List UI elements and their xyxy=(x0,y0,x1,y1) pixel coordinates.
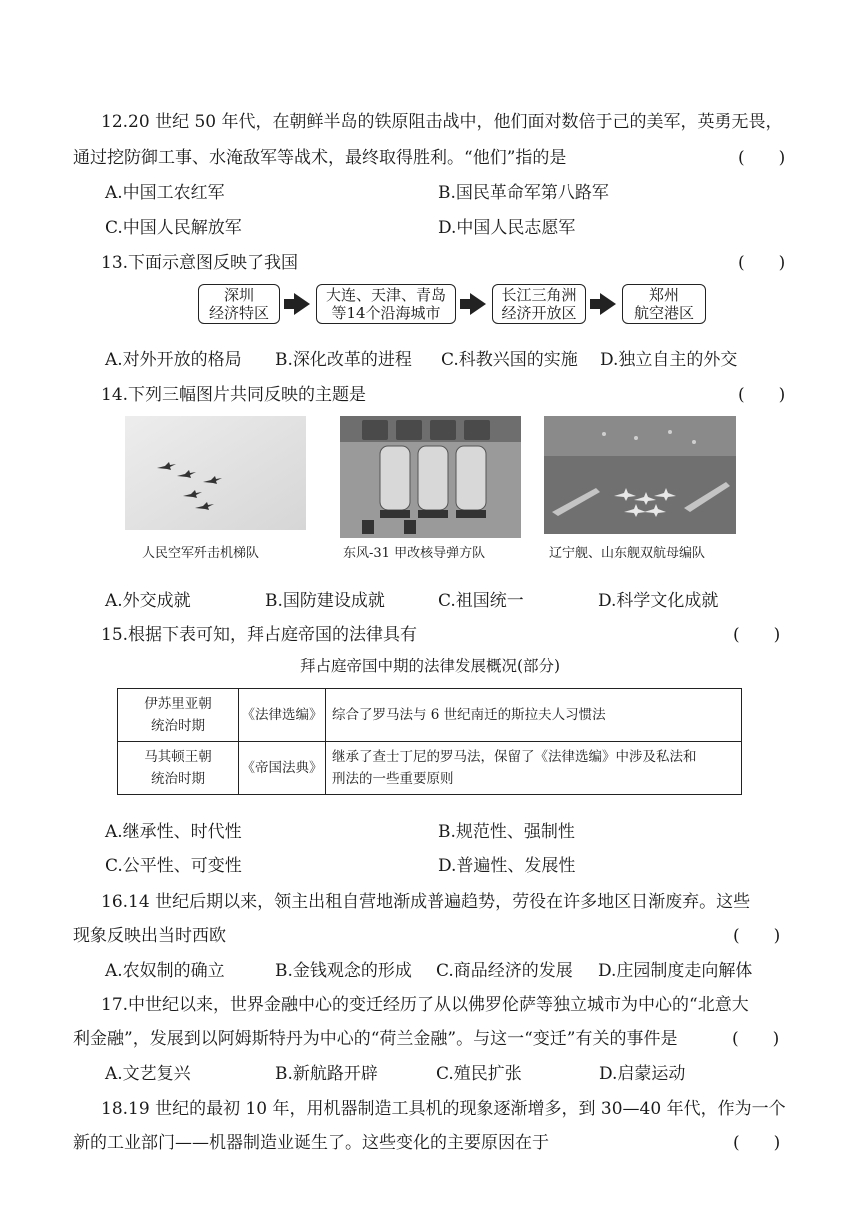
description-line: 刑法的一些重要原则 xyxy=(332,771,454,787)
opening-up-flow-diagram xyxy=(198,281,706,327)
q15-option-a: A.继承性、时代性 xyxy=(105,822,242,842)
description-line: 继承了查士丁尼的罗马法，保留了《法律选编》中涉及私法和 xyxy=(332,749,697,765)
q14-answer-paren: ( ) xyxy=(738,385,786,405)
flow-box-line: 等14个沿海城市 xyxy=(331,304,441,322)
q12-option-a: A.中国工农红军 xyxy=(105,183,225,203)
caption-fighter-jets: 人民空军歼击机梯队 xyxy=(142,546,260,561)
q18-answer-paren: ( ) xyxy=(733,1133,781,1153)
code-cell: 《帝国法典》 xyxy=(239,742,326,795)
q13-option-d: D.独立自主的外交 xyxy=(600,350,738,370)
q17-option-c: C.殖民扩张 xyxy=(436,1064,522,1084)
q16-option-a: A.农奴制的确立 xyxy=(105,961,225,981)
q12-stem-line1: 12.20 世纪 50 年代，在朝鲜半岛的铁原阻击战中，他们面对数倍于己的美军，英勇无畏， xyxy=(101,112,783,132)
code-cell: 《法律选编》 xyxy=(239,689,326,742)
q18-stem-line2: 新的工业部门——机器制造业诞生了。这些变化的主要原因在于 xyxy=(73,1133,549,1153)
q12-answer-paren: ( ) xyxy=(738,148,786,168)
missile-parade-photo xyxy=(340,416,521,538)
q17-option-b: B.新航路开辟 xyxy=(275,1064,378,1084)
caption-carrier-fleet: 辽宁舰、山东舰双航母编队 xyxy=(549,546,706,561)
flow-arrow-icon xyxy=(600,293,616,315)
q17-answer-paren: ( ) xyxy=(732,1029,780,1049)
flow-box-yangtze-delta xyxy=(492,284,586,324)
flow-box-line: 长江三角洲 xyxy=(501,286,577,304)
q15-option-b: B.规范性、强制性 xyxy=(438,822,575,842)
flow-arrow-icon xyxy=(294,293,310,315)
q14-option-d: D.科学文化成就 xyxy=(598,591,719,611)
q13-option-c: C.科教兴国的实施 xyxy=(441,350,578,370)
q17-stem-line1: 17.中世纪以来，世界金融中心的变迁经历了从以佛罗伦萨等独立城市为中心的“北意大 xyxy=(101,995,749,1015)
byzantine-law-table xyxy=(117,688,742,795)
flow-box-line: 经济特区 xyxy=(208,304,269,322)
description-cell xyxy=(326,689,742,742)
q17-option-a: A.文艺复兴 xyxy=(105,1064,191,1084)
flow-box-line: 经济开放区 xyxy=(501,304,577,322)
flow-box-shenzhen xyxy=(198,284,280,324)
table-row xyxy=(118,742,742,795)
period-line: 统治时期 xyxy=(151,718,205,734)
flow-box-line: 大连、天津、青岛 xyxy=(325,286,446,304)
q16-option-d: D.庄园制度走向解体 xyxy=(598,961,753,981)
q13-stem: 13.下面示意图反映了我国 xyxy=(101,253,299,273)
flow-box-zhengzhou xyxy=(622,284,706,324)
flow-box-line: 深圳 xyxy=(223,286,254,304)
carrier-fleet-photo xyxy=(544,416,736,534)
q17-stem-line2: 利金融”，发展到以阿姆斯特丹为中心的“荷兰金融”。与这一“变迁”有关的事件是 xyxy=(73,1029,678,1049)
q18-stem-line1: 18.19 世纪的最初 10 年，用机器制造工具机的现象逐渐增多，到 30—40 年代，作为一个 xyxy=(101,1099,786,1119)
q13-option-a: A.对外开放的格局 xyxy=(105,350,242,370)
q12-option-b: B.国民革命军第八路军 xyxy=(438,183,609,203)
q14-option-c: C.祖国统一 xyxy=(438,591,524,611)
q16-stem-line2: 现象反映出当时西欧 xyxy=(73,926,226,946)
q14-option-b: B.国防建设成就 xyxy=(265,591,385,611)
period-line: 伊苏里亚朝 xyxy=(144,696,212,712)
flow-arrow-icon xyxy=(470,293,486,315)
q15-option-c: C.公平性、可变性 xyxy=(105,856,242,876)
q17-option-d: D.启蒙运动 xyxy=(599,1064,686,1084)
q12-stem-line2: 通过挖防御工事、水淹敌军等战术，最终取得胜利。“他们”指的是 xyxy=(73,148,567,168)
q13-option-b: B.深化改革的进程 xyxy=(275,350,412,370)
table-title: 拜占庭帝国中期的法律发展概况(部分) xyxy=(299,657,561,675)
q16-stem-line1: 16.14 世纪后期以来，领主出租自营地渐成普遍趋势，劳役在许多地区日渐废弃。这些 xyxy=(101,892,751,912)
fighter-jets-photo xyxy=(125,416,306,530)
q14-stem: 14.下列三幅图片共同反映的主题是 xyxy=(101,385,367,405)
q16-answer-paren: ( ) xyxy=(733,926,781,946)
period-line: 马其顿王朝 xyxy=(144,749,212,765)
q12-option-c: C.中国人民解放军 xyxy=(105,218,242,238)
period-line: 统治时期 xyxy=(151,771,205,787)
q15-option-d: D.普遍性、发展性 xyxy=(438,856,576,876)
q14-option-a: A.外交成就 xyxy=(105,591,191,611)
period-cell xyxy=(118,742,239,795)
description-line: 综合了罗马法与 6 世纪南迁的斯拉夫人习惯法 xyxy=(332,707,606,723)
caption-missile-parade: 东风-31 甲改核导弹方队 xyxy=(343,546,486,561)
flow-box-line: 航空港区 xyxy=(633,304,694,322)
period-cell xyxy=(118,689,239,742)
table-row xyxy=(118,689,742,742)
flow-box-line: 郑州 xyxy=(648,286,679,304)
q16-option-c: C.商品经济的发展 xyxy=(436,961,573,981)
flow-box-coastal-cities xyxy=(316,284,456,324)
description-cell xyxy=(326,742,742,795)
q15-stem: 15.根据下表可知，拜占庭帝国的法律具有 xyxy=(101,625,418,645)
q13-answer-paren: ( ) xyxy=(738,253,786,273)
q12-option-d: D.中国人民志愿军 xyxy=(438,218,576,238)
q15-answer-paren: ( ) xyxy=(733,625,781,645)
q16-option-b: B.金钱观念的形成 xyxy=(275,961,412,981)
